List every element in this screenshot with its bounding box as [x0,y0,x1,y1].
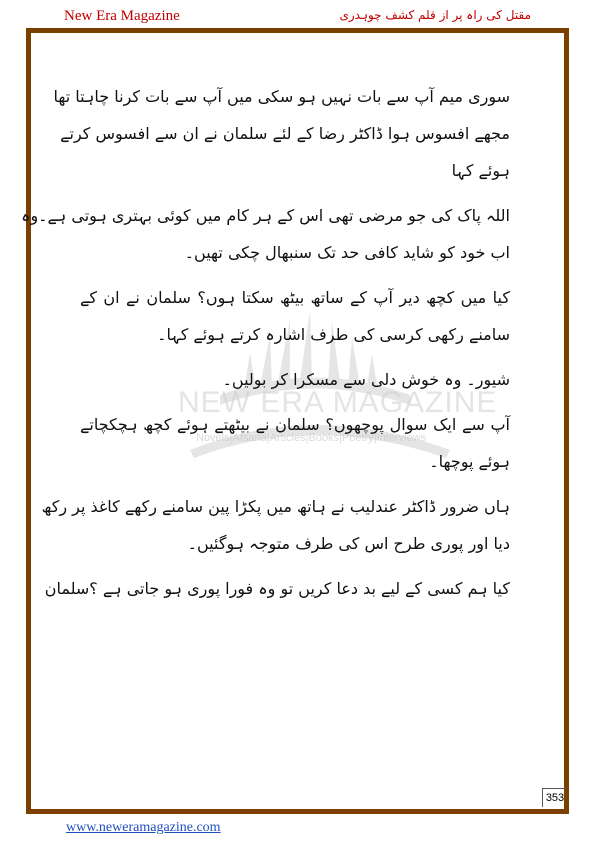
text-line: مجھے افسوس ہوا ڈاکٹر رضا کے لئے سلمان نے ان سے افسوس کرتے [60,124,510,143]
page-number: 353 [542,788,567,807]
text-line: اللہ پاک کی جو مرضی تھی اس کے ہر کام میں کوئی بہتری ہوتی ہے۔وہ [21,206,510,225]
text-line: سوری میم آپ سے بات نہیں ہو سکی میں آپ سے بات کرنا چاہتا تھا [53,87,510,106]
text-line: کیا میں کچھ دیر آپ کے ساتھ بیٹھ سکتا ہوں؟ سلمان نے ان کے [80,288,510,307]
paragraph [80,279,510,353]
series-title: مقتل کی راہ پر از قلم کشف چوہدری [339,8,531,22]
text-line: اب خود کو شاید کافی حد تک سنبھال چکی تھیں۔ [184,243,510,262]
paragraph [41,488,510,562]
watermark-subtitle: Novels|Afsana|Articles|Books|Poetry|Interviews [196,432,427,444]
paragraph [80,406,510,480]
text-line: آپ سے ایک سوال پوچھوں؟ سلمان نے بیٹھتے ہوئے کچھ ہچکچاتے [80,415,510,434]
paragraph [80,361,510,398]
paragraph [21,197,510,271]
paragraph [44,570,510,607]
text-line: ہوئے پوچھا۔ [429,452,510,471]
paragraph [53,78,510,189]
text-line: دیا اور پوری طرح اس کی طرف متوجہ ہوگئیں۔ [187,534,510,553]
text-line: ہاں ضرور ڈاکٹر عندلیب نے ہاتھ میں پکڑا پین سامنے رکھے کاغذ پر رکھ [41,497,510,516]
text-line: ہوئے کہا [451,161,510,180]
footer-website-link[interactable]: www.neweramagazine.com [66,820,221,835]
story-text [21,78,510,615]
watermark-title: NEW ERA MAGAZINE [178,386,498,419]
text-line: شیور۔ وہ خوش دلی سے مسکرا کر بولیں۔ [222,370,510,389]
text-line: سامنے رکھی کرسی کی طرف اشارہ کرتے ہوئے کہا۔ [157,325,510,344]
magazine-name: New Era Magazine [64,8,180,24]
text-line: کیا ہم کسی کے لیے بد دعا کریں تو وہ فورا پوری ہو جاتی ہے ؟سلمان [44,579,510,598]
